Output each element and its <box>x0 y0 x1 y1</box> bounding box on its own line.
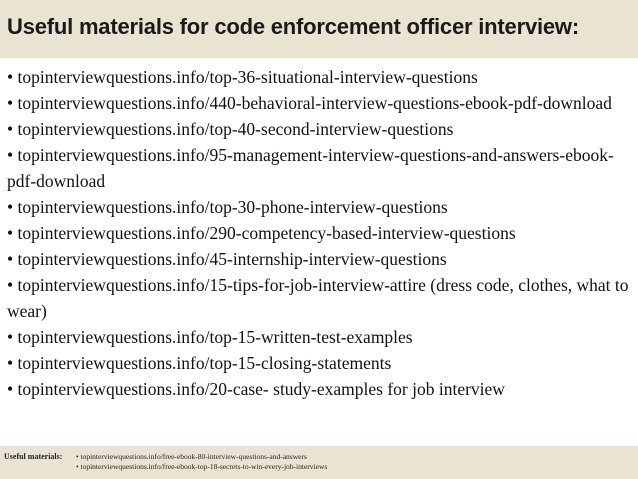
list-item: • topinterviewquestions.info/45-internship-interview-questions <box>7 249 447 269</box>
footer-item: • topinterviewquestions.info/free-ebook-top-18-secrets-to-win-every-job-interviews <box>76 462 328 471</box>
list-item: • topinterviewquestions.info/top-40-second-interview-questions <box>7 119 454 139</box>
title-bar <box>0 0 638 58</box>
footer-bar <box>0 446 638 479</box>
list-item: • topinterviewquestions.info/top-15-written-test-examples <box>7 327 413 347</box>
list-item: • topinterviewquestions.info/top-36-situational-interview-questions <box>7 67 478 87</box>
list-item: • topinterviewquestions.info/15-tips-for-job-interview-attire (dress code, clothes, what to wear) <box>7 275 629 321</box>
footer-label: Useful materials: <box>4 452 63 461</box>
list-item: • topinterviewquestions.info/20-case- study-examples for job interview <box>7 379 505 399</box>
footer-item: • topinterviewquestions.info/free-ebook-80-interview-questions-and-answers <box>76 452 307 461</box>
materials-list <box>7 64 633 402</box>
list-item: • topinterviewquestions.info/95-management-interview-questions-and-answers-ebook-pdf-download <box>7 145 614 191</box>
page-title: Useful materials for code enforcement officer interview: <box>7 14 579 39</box>
list-item: • topinterviewquestions.info/440-behavioral-interview-questions-ebook-pdf-download <box>7 93 612 113</box>
list-item: • topinterviewquestions.info/290-competency-based-interview-questions <box>7 223 516 243</box>
list-item: • topinterviewquestions.info/top-30-phone-interview-questions <box>7 197 448 217</box>
list-item: • topinterviewquestions.info/top-15-closing-statements <box>7 353 392 373</box>
footer-list <box>76 452 327 472</box>
